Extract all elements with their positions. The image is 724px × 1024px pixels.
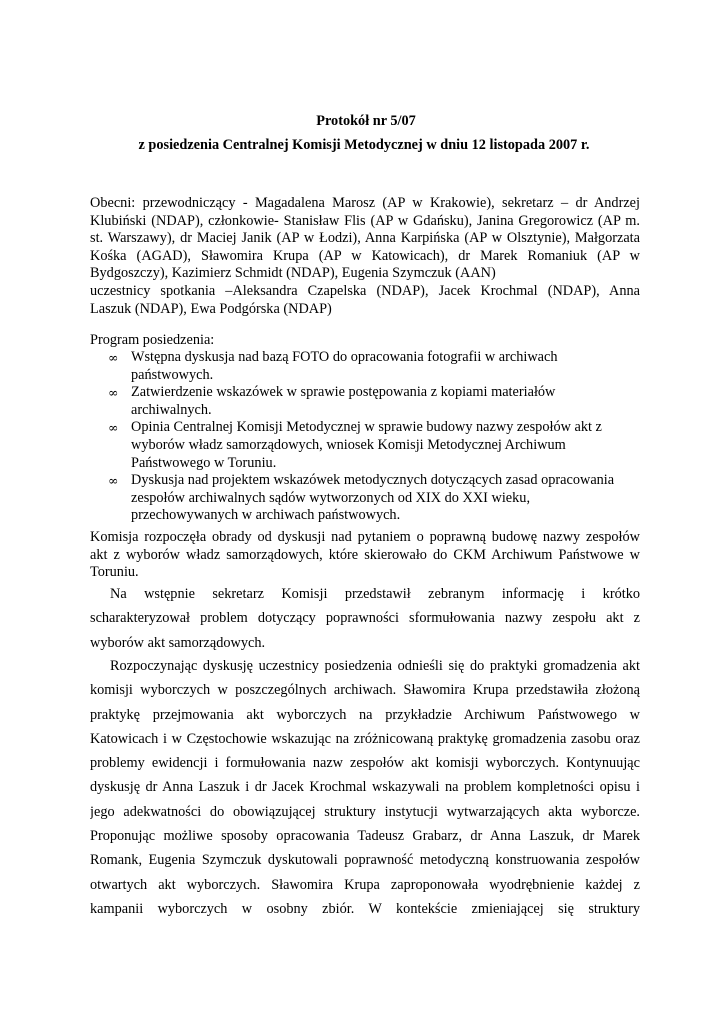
intro-paragraph [90,529,640,582]
program-item-line: Opinia Centralnej Komisji Metodycznej w sprawie budowy nazwy zespołów akt z [131,419,602,436]
attendees-line: Laszuk (NDAP), Ewa Podgórska (NDAP) [90,300,332,317]
paragraph-discussion [90,654,640,921]
attendees-line: Obecni: przewodniczący - Magadalena Marosz (AP w Krakowie), sekretarz – dr Andrzej [90,195,640,211]
attendees-line: Klubiński (NDAP), członkowie- Stanisław Flis (AP w Gdańsku), Janina Gregorowicz (AP m. [90,212,640,229]
program-item-line: Zatwierdzenie wskazówek w sprawie postępowania z kopiami materiałów [131,384,556,401]
program-item [90,419,640,472]
paragraph-line: problemy ewidencji i formułowania nazw zespołów akt komisji wyborczych. Kontynuując [90,755,640,772]
paragraph-line: jego adekwatności do obowiązującej struktury instytucji wytwarzających akta wyborcze. [90,803,640,820]
program-list [90,349,640,525]
paragraph-introduction [90,582,640,655]
document-title: Protokół nr 5/07 [316,113,416,129]
infinity-bullet-icon: ∞ [108,473,119,489]
program-item-line: Państwowego w Toruniu. [131,454,277,471]
paragraph-line: Rozpoczynając dyskusję uczestnicy posiedzenia odnieśli się do praktyki gromadzenia akt [110,658,640,674]
program-item [90,472,640,525]
program-item-line: archiwalnych. [131,401,212,418]
program-item [90,384,640,419]
attendees-line: uczestnicy spotkania –Aleksandra Czapelska (NDAP), Jacek Krochmal (NDAP), Anna [90,282,640,299]
paragraph-line: otwartych akt wyborczych. Sławomira Krupa zaproponowała wyodrębnienie każdej z [90,876,640,893]
paragraph-line: Katowicach i w Częstochowie wskazując na zróżnicowaną praktykę gromadzenia zasobu oraz [90,730,640,747]
paragraph-line: dyskusję dr Anna Laszuk i dr Jacek Krochmal wskazywali na problem kompletności opisu i [90,779,640,796]
program-item-line: zespołów archiwalnych sądów wytworzonych od XIX do XXI wieku, [131,489,531,506]
paragraph-line: Na wstępnie sekretarz Komisji przedstawił zebranym informację i krótko [110,586,640,602]
infinity-bullet-icon: ∞ [108,385,119,401]
paragraph-line: wyborów akt samorządowych. [90,634,266,651]
attendees-line: st. Warszawy), dr Maciej Janik (AP w Łodzi), Anna Karpińska (AP w Olsztynie), Małgorzata [90,230,640,247]
program-item-line: Wstępna dyskusja nad bazą FOTO do opracowania fotografii w archiwach [131,349,558,365]
attendees-line: Kośka (AGAD), Sławomira Krupa (AP w Katowicach), dr Marek Romaniuk (AP w [90,247,640,264]
paragraph-line: scharakteryzował problem dotyczący poprawności sformułowania nazwy zespołu akt z [90,610,640,627]
program-item-line: przechowywanych w archiwach państwowych. [131,507,401,524]
paragraph-line: komisji wyborczych w poszczególnych archiwach. Sławomira Krupa przedstawiła złożoną [90,682,640,699]
program-heading-text: Program posiedzenia: [90,332,215,348]
attendees-line: Bydgoszczy), Kazimierz Schmidt (NDAP), Eugenia Szymczuk (AAN) [90,265,496,282]
infinity-bullet-icon: ∞ [108,350,119,365]
program-item-line: Dyskusja nad projektem wskazówek metodycznych dotyczących zasad opracowania [131,472,615,489]
paragraph-line: praktykę przejmowania akt wyborczych na przykładzie Archiwum Państwowego w [90,706,640,723]
program-item-line: wyborów władz samorządowych, wniosek Komisji Metodycznej Archiwum [131,436,566,453]
program-heading [90,332,640,350]
intro-line: akt z wyborów władz samorządowych, które skierowało do CKM Archiwum Państwowe w [90,546,640,563]
program-item-line: państwowych. [131,366,214,383]
infinity-bullet-icon: ∞ [108,420,119,436]
paragraph-line: kampanii wyborczych w osobny zbiór. W kontekście zmieniającej się struktury [90,900,640,917]
document-subtitle: z posiedzenia Centralnej Komisji Metodycznej w dniu 12 listopada 2007 r. [138,137,590,153]
attendees-section [90,195,640,318]
paragraph-line: Romank, Eugenia Szymczuk dyskutowali poprawność metodyczną konstruowania zespołów [90,852,640,869]
intro-line: Komisja rozpoczęła obrady od dyskusji nad pytaniem o poprawną budowę nazwy zespołów [90,529,640,545]
paragraph-line: Proponując możliwe sposoby opracowania Tadeusz Grabarz, dr Anna Laszuk, dr Marek [90,828,640,845]
program-item [90,349,640,384]
intro-line: Toruniu. [90,564,139,581]
